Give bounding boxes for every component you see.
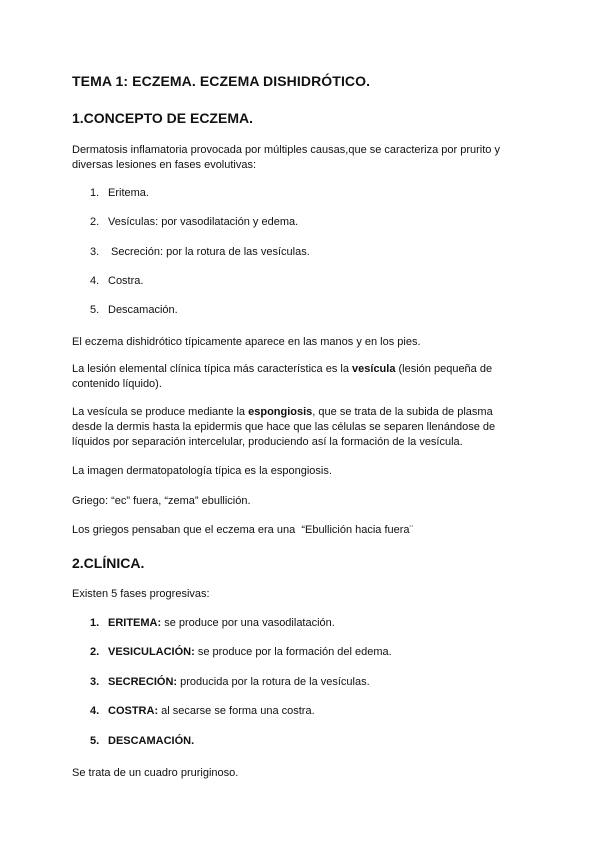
text-run: , que se trata de la subida de plasma xyxy=(312,406,493,418)
text-run: La lesión elemental clínica típica más característica es la xyxy=(72,363,353,375)
list-text: Costra. xyxy=(108,275,144,287)
phase-name: DESCAMACIÓN. xyxy=(108,735,195,747)
text-run: (lesión pequeña de xyxy=(395,363,493,375)
list-item xyxy=(0,704,600,720)
intro-line-1: Dermatosis inflamatoria provocada por múltiples causas,que se caracteriza por prurito y xyxy=(72,144,500,156)
list-item xyxy=(0,303,600,319)
list-text: Descamación. xyxy=(108,304,178,316)
list-number: 1. xyxy=(90,617,100,629)
phase-text: se produce por una vasodilatación. xyxy=(161,617,335,629)
paragraph-lesion xyxy=(72,362,532,392)
text-line: desde la dermis hasta la epidermis que hace que las células se separen llenándose de xyxy=(72,421,496,433)
text-line: contenido líquido). xyxy=(72,378,162,390)
section1-intro xyxy=(72,143,532,173)
section2-heading: 2.CLÍNICA. xyxy=(72,555,145,571)
paragraph-griego: Griego: “ec” fuera, “zema” ebullición. xyxy=(72,495,251,507)
section2-intro: Existen 5 fases progresivas: xyxy=(72,588,210,600)
list-item xyxy=(0,675,600,691)
list-text: Secreción: por la rotura de las vesículas. xyxy=(108,246,310,258)
list-item xyxy=(0,245,600,261)
list-number: 5. xyxy=(90,304,100,316)
list-item xyxy=(0,274,600,290)
paragraph-vesicula xyxy=(72,405,532,450)
phase-name: VESICULACIÓN: xyxy=(108,646,195,658)
list-number: 4. xyxy=(90,705,100,717)
paragraph-griegos: Los griegos pensaban que el eczema era una “Ebullición hacia fuera¨ xyxy=(72,524,414,536)
intro-line-2: diversas lesiones en fases evolutivas: xyxy=(72,159,257,171)
list-text: Eritema. xyxy=(108,187,149,199)
list-number: 4. xyxy=(90,275,100,287)
closing-paragraph: Se trata de un cuadro pruriginoso. xyxy=(72,767,239,779)
text-run: La vesícula se produce mediante la xyxy=(72,406,249,418)
list-number: 5. xyxy=(90,735,100,747)
document-title: TEMA 1: ECZEMA. ECZEMA DISHIDRÓTICO. xyxy=(72,73,371,89)
list-number: 3. xyxy=(90,246,100,258)
paragraph-dishidrotico: El eczema dishidrótico típicamente aparece en las manos y en los pies. xyxy=(72,336,421,348)
list-item xyxy=(0,186,600,202)
phase-text: producida por la rotura de la vesículas. xyxy=(177,676,370,688)
list-number: 3. xyxy=(90,676,100,688)
bold-term-espongiosis: espongiosis xyxy=(248,406,313,418)
phase-name: SECRECIÓN: xyxy=(108,676,178,688)
list-item xyxy=(0,734,600,750)
phase-name: COSTRA: xyxy=(108,705,159,717)
list-number: 2. xyxy=(90,216,100,228)
list-number: 2. xyxy=(90,646,100,658)
phase-name: ERITEMA: xyxy=(108,617,162,629)
list-item xyxy=(0,215,600,231)
list-item xyxy=(0,616,600,632)
phase-text: al secarse se forma una costra. xyxy=(158,705,315,717)
bold-term-vesicula: vesícula xyxy=(352,363,396,375)
phase-text: se produce por la formación del edema. xyxy=(194,646,392,658)
text-line: líquidos por separación intercelular, produciendo así la formación de la vesícula. xyxy=(72,436,463,448)
paragraph-imagen: La imagen dermatopatología típica es la espongiosis. xyxy=(72,465,332,477)
list-number: 1. xyxy=(90,187,100,199)
section1-heading: 1.CONCEPTO DE ECZEMA. xyxy=(72,110,253,126)
list-item xyxy=(0,645,600,661)
list-text: Vesículas: por vasodilatación y edema. xyxy=(108,216,299,228)
